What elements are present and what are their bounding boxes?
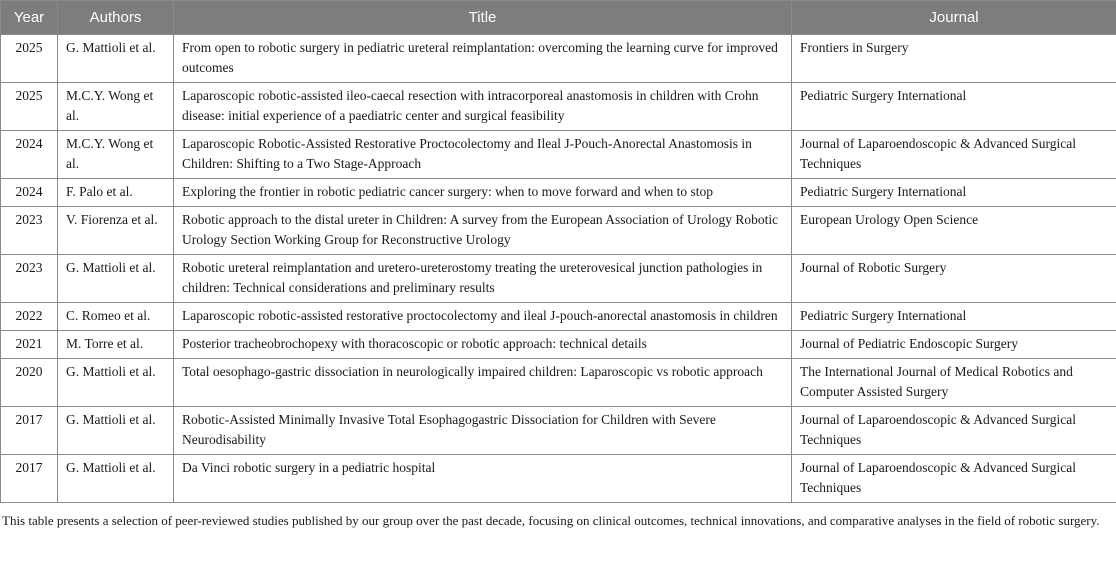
cell-title: Da Vinci robotic surgery in a pediatric hospital [174, 455, 792, 503]
cell-title: Robotic ureteral reimplantation and uretero-ureterostomy treating the ureterovesical junction pathologies in children: Technical considerations and preliminary results [174, 255, 792, 303]
cell-title: Exploring the frontier in robotic pediatric cancer surgery: when to move forward and when to stop [174, 179, 792, 207]
cell-authors: C. Romeo et al. [58, 303, 174, 331]
table-row [1, 179, 1116, 207]
cell-authors: M.C.Y. Wong et al. [58, 83, 174, 131]
column-header-year: Year [1, 1, 58, 35]
column-header-journal: Journal [792, 1, 1116, 35]
cell-title: Laparoscopic Robotic-Assisted Restorative Proctocolectomy and Ileal J-Pouch-Anorectal Anastomosis in Children: Shifting to a Two Stage-Approach [174, 131, 792, 179]
cell-authors: M.C.Y. Wong et al. [58, 131, 174, 179]
cell-title: Robotic-Assisted Minimally Invasive Total Esophagogastric Dissociation for Children with Severe Neurodisability [174, 407, 792, 455]
cell-year: 2025 [1, 83, 58, 131]
cell-journal: European Urology Open Science [792, 207, 1116, 255]
table-row [1, 407, 1116, 455]
cell-year: 2023 [1, 207, 58, 255]
cell-journal: Frontiers in Surgery [792, 35, 1116, 83]
table-row [1, 455, 1116, 503]
cell-journal: Journal of Laparoendoscopic & Advanced Surgical Techniques [792, 407, 1116, 455]
cell-authors: M. Torre et al. [58, 331, 174, 359]
table-row [1, 331, 1116, 359]
cell-journal: Journal of Robotic Surgery [792, 255, 1116, 303]
cell-journal: Journal of Laparoendoscopic & Advanced Surgical Techniques [792, 455, 1116, 503]
cell-journal: The International Journal of Medical Robotics and Computer Assisted Surgery [792, 359, 1116, 407]
table-row [1, 359, 1116, 407]
table-row [1, 131, 1116, 179]
cell-year: 2017 [1, 407, 58, 455]
cell-title: From open to robotic surgery in pediatric ureteral reimplantation: overcoming the learning curve for improved outcomes [174, 35, 792, 83]
cell-authors: G. Mattioli et al. [58, 35, 174, 83]
cell-title: Laparoscopic robotic-assisted restorative proctocolectomy and ileal J-pouch-anorectal anastomosis in children [174, 303, 792, 331]
cell-year: 2020 [1, 359, 58, 407]
table-row [1, 303, 1116, 331]
cell-year: 2024 [1, 179, 58, 207]
cell-authors: G. Mattioli et al. [58, 255, 174, 303]
column-header-title: Title [174, 1, 792, 35]
cell-authors: G. Mattioli et al. [58, 407, 174, 455]
cell-authors: G. Mattioli et al. [58, 359, 174, 407]
table-row [1, 255, 1116, 303]
cell-authors: G. Mattioli et al. [58, 455, 174, 503]
cell-title: Total oesophago-gastric dissociation in neurologically impaired children: Laparoscopic vs robotic approach [174, 359, 792, 407]
table-body [1, 35, 1116, 503]
cell-authors: F. Palo et al. [58, 179, 174, 207]
cell-year: 2017 [1, 455, 58, 503]
cell-journal: Pediatric Surgery International [792, 303, 1116, 331]
cell-title: Robotic approach to the distal ureter in Children: A survey from the European Association of Urology Robotic Urology Section Working Group for Reconstructive Urology [174, 207, 792, 255]
cell-journal: Journal of Pediatric Endoscopic Surgery [792, 331, 1116, 359]
cell-year: 2021 [1, 331, 58, 359]
table-caption: This table presents a selection of peer-reviewed studies published by our group over the past decade, focusing on clinical outcomes, technical innovations, and comparative analyses in the field of robotic surgery. [2, 513, 1100, 528]
cell-authors: V. Fiorenza et al. [58, 207, 174, 255]
column-header-authors: Authors [58, 1, 174, 35]
cell-journal: Pediatric Surgery International [792, 179, 1116, 207]
cell-year: 2025 [1, 35, 58, 83]
cell-year: 2024 [1, 131, 58, 179]
table-header-row [1, 1, 1116, 35]
cell-year: 2022 [1, 303, 58, 331]
table-row [1, 35, 1116, 83]
cell-year: 2023 [1, 255, 58, 303]
cell-journal: Journal of Laparoendoscopic & Advanced Surgical Techniques [792, 131, 1116, 179]
cell-title: Laparoscopic robotic-assisted ileo-caecal resection with intracorporeal anastomosis in children with Crohn disease: initial experience of a paediatric center and surgical feasibility [174, 83, 792, 131]
table-row [1, 83, 1116, 131]
cell-journal: Pediatric Surgery International [792, 83, 1116, 131]
cell-title: Posterior tracheobrochopexy with thoracoscopic or robotic approach: technical details [174, 331, 792, 359]
table-row [1, 207, 1116, 255]
